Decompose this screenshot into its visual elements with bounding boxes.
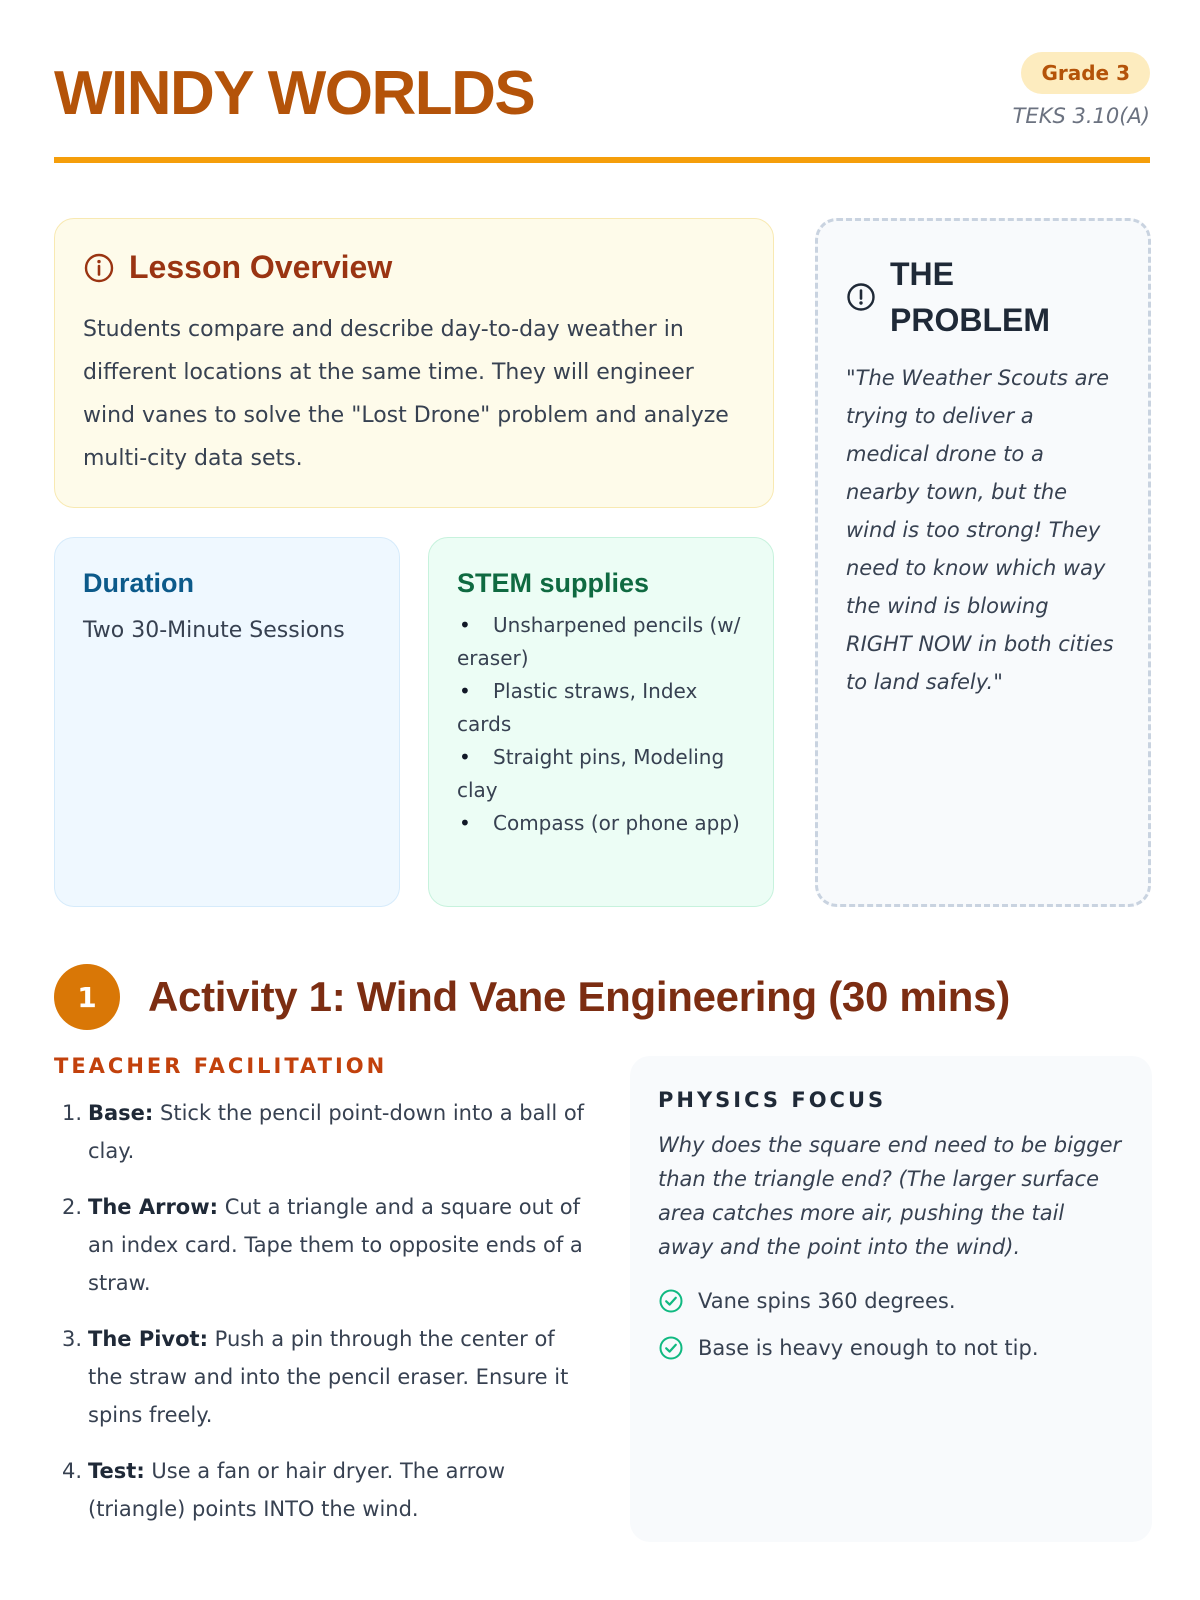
step-label: The Arrow: [88, 1195, 219, 1219]
list-item: • Straight pins, Modeling clay [457, 741, 745, 807]
overview-text: Students compare and describe day-to-day weather in different locations at the same time. They will engineer wind vanes to solve the "Lost Drone" problem and analyze multi-city data sets. [83, 317, 729, 471]
step-label: The Pivot: [88, 1327, 208, 1351]
facilitation-steps [54, 1094, 594, 1528]
step-text: Stick the pencil point-down into a ball of clay. [88, 1101, 585, 1163]
check-text: Base is heavy enough to not tip. [698, 1336, 1039, 1360]
physics-label: PHYSICS FOCUS [658, 1088, 887, 1112]
activity-heading [54, 962, 1010, 1032]
grade-badge: Grade 3 [1021, 52, 1150, 94]
check-circle-icon [658, 1335, 684, 1361]
success-checklist [658, 1286, 1124, 1363]
problem-title: THE PROBLEM [890, 256, 1050, 338]
supplies-card [428, 537, 774, 907]
overview-title: Lesson Overview [129, 249, 393, 285]
list-item [658, 1333, 1124, 1363]
list-item [54, 1452, 594, 1528]
supplies-title: STEM supplies [457, 568, 650, 598]
list-item: • Plastic straws, Index cards [457, 675, 745, 741]
teacher-facilitation [54, 1054, 594, 1546]
problem-card [815, 218, 1151, 907]
problem-text: "The Weather Scouts are trying to deliver a medical drone to a nearby town, but the wind is too strong! They need to know which way the wind is blowing RIGHT NOW in both cities to land safely." [846, 366, 1114, 694]
list-item: • Unsharpened pencils (w/ eraser) [457, 609, 745, 675]
step-text: Push a pin through the center of the straw and into the pencil eraser. Ensure it spins freely. [88, 1327, 569, 1427]
step-number: 4. [62, 1459, 83, 1483]
duration-title: Duration [83, 568, 194, 598]
page-header [54, 50, 1150, 160]
list-item: • Compass (or phone app) [457, 807, 745, 840]
step-text: Use a fan or hair dryer. The arrow (triangle) points INTO the wind. [88, 1459, 505, 1521]
check-circle-icon [658, 1288, 684, 1314]
activity-number-badge: 1 [54, 964, 120, 1030]
step-label: Test: [88, 1459, 145, 1483]
check-text: Vane spins 360 degrees. [698, 1289, 956, 1313]
list-item [54, 1188, 594, 1302]
page-title: WINDY WORLDS [54, 59, 535, 128]
physics-text: Why does the square end need to be bigger than the triangle end? (The larger surface area catches more air, pushing the tail away and the point into the wind). [658, 1133, 1122, 1259]
list-item [54, 1320, 594, 1434]
facilitation-label: TEACHER FACILITATION [54, 1054, 388, 1078]
supplies-list [457, 609, 745, 840]
duration-text: Two 30-Minute Sessions [83, 618, 345, 643]
activity-title: Activity 1: Wind Vane Engineering (30 mins) [148, 973, 1010, 1020]
list-item [658, 1286, 1124, 1316]
header-divider [54, 157, 1150, 163]
alert-icon [846, 282, 876, 312]
list-item [54, 1094, 594, 1170]
physics-focus-card [630, 1056, 1152, 1542]
step-number: 2. [62, 1195, 83, 1219]
standard-code: TEKS 3.10(A) [1012, 104, 1150, 128]
step-label: Base: [88, 1101, 154, 1125]
step-number: 1. [62, 1101, 83, 1125]
lesson-overview-card [54, 218, 774, 508]
step-text: Cut a triangle and a square out of an index card. Tape them to opposite ends of a straw. [88, 1195, 583, 1295]
step-number: 3. [62, 1327, 83, 1351]
duration-card [54, 537, 400, 907]
info-icon [83, 252, 115, 284]
